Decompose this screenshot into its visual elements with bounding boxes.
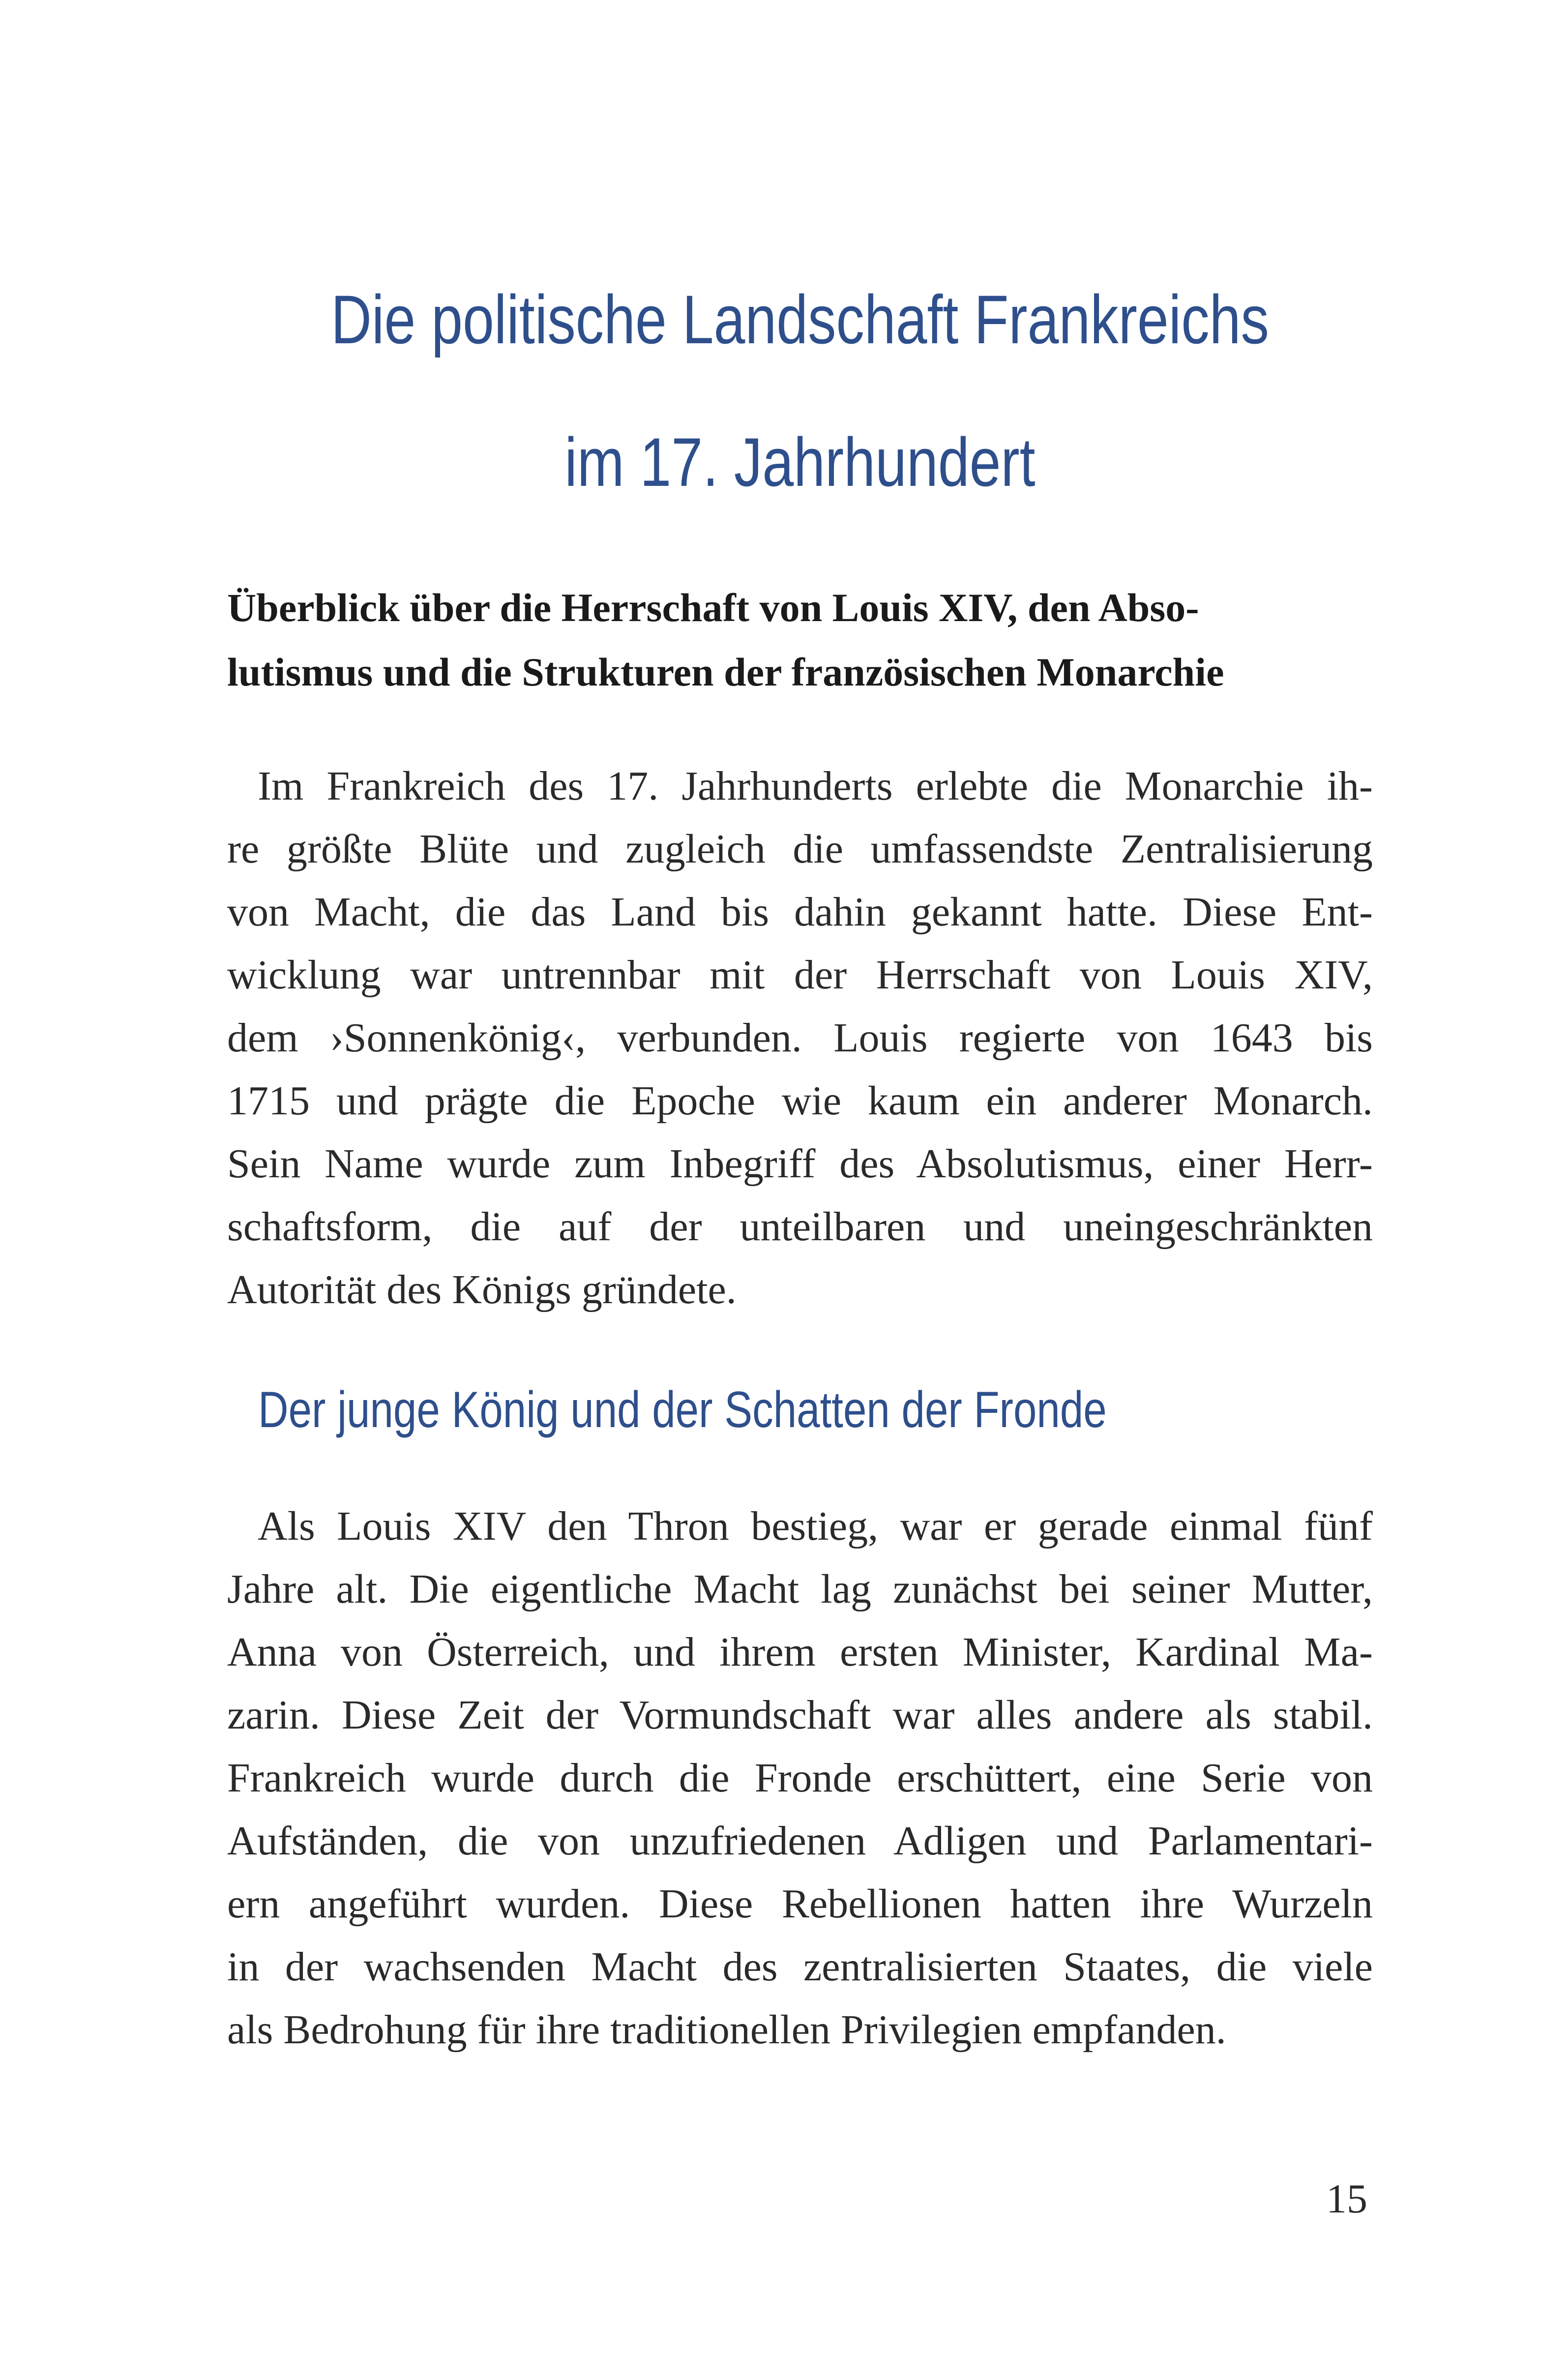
text-line: ern angeführt wurden. Diese Rebellionen hatten ihre Wurzeln [227, 1881, 1373, 1927]
text-line: Anna von Österreich, und ihrem ersten Minister, Kardinal Ma- [227, 1629, 1373, 1675]
subtitle-line-1: Überblick über die Herrschaft von Louis XIV, den Abso- [227, 585, 1199, 630]
text-line: Autorität des Königs gründete. [227, 1267, 737, 1313]
text-line: von Macht, die das Land bis dahin gekannt hatte. Diese Ent- [227, 889, 1373, 935]
section-heading: Der junge König und der Schatten der Fronde [258, 1381, 1107, 1438]
paragraph-intro [227, 755, 1373, 1321]
text-line: Sein Name wurde zum Inbegriff des Absolutismus, einer Herr- [227, 1141, 1373, 1187]
text-line: 1715 und prägte die Epoche wie kaum ein anderer Monarch. [227, 1078, 1373, 1124]
chapter-title-line-2: im 17. Jahrhundert [564, 423, 1035, 501]
text-line: Jahre alt. Die eigentliche Macht lag zunächst bei seiner Mutter, [227, 1566, 1373, 1612]
text-line: in der wachsenden Macht des zentralisierten Staates, die viele [227, 1944, 1373, 1990]
chapter-subtitle [227, 575, 1373, 704]
text-line: Frankreich wurde durch die Fronde erschüttert, eine Serie von [227, 1755, 1373, 1801]
text-line: schaftsform, die auf der unteilbaren und uneingeschränkten [227, 1204, 1373, 1250]
paragraph-fronde [227, 1495, 1373, 2061]
text-line: Als Louis XIV den Thron bestieg, war er gerade einmal fünf [258, 1503, 1373, 1549]
text-line: re größte Blüte und zugleich die umfassendste Zentralisierung [227, 826, 1373, 872]
text-line: Im Frankreich des 17. Jahrhunderts erlebte die Monarchie ih- [258, 763, 1373, 809]
text-line: Aufständen, die von unzufriedenen Adligen und Parlamentari- [227, 1818, 1373, 1864]
page-number: 15 [1326, 2176, 1367, 2222]
text-line: als Bedrohung für ihre traditionellen Privilegien empfanden. [227, 2007, 1226, 2053]
subtitle-line-2: lutismus und die Strukturen der französischen Monarchie [227, 650, 1224, 695]
text-line: zarin. Diese Zeit der Vormundschaft war alles andere als stabil. [227, 1692, 1373, 1738]
text-line: wicklung war untrennbar mit der Herrschaft von Louis XIV, [227, 952, 1373, 998]
chapter-title-line-1: Die politische Landschaft Frankreichs [331, 281, 1269, 358]
text-line: dem ›Sonnenkönig‹, verbunden. Louis regierte von 1643 bis [227, 1015, 1373, 1061]
